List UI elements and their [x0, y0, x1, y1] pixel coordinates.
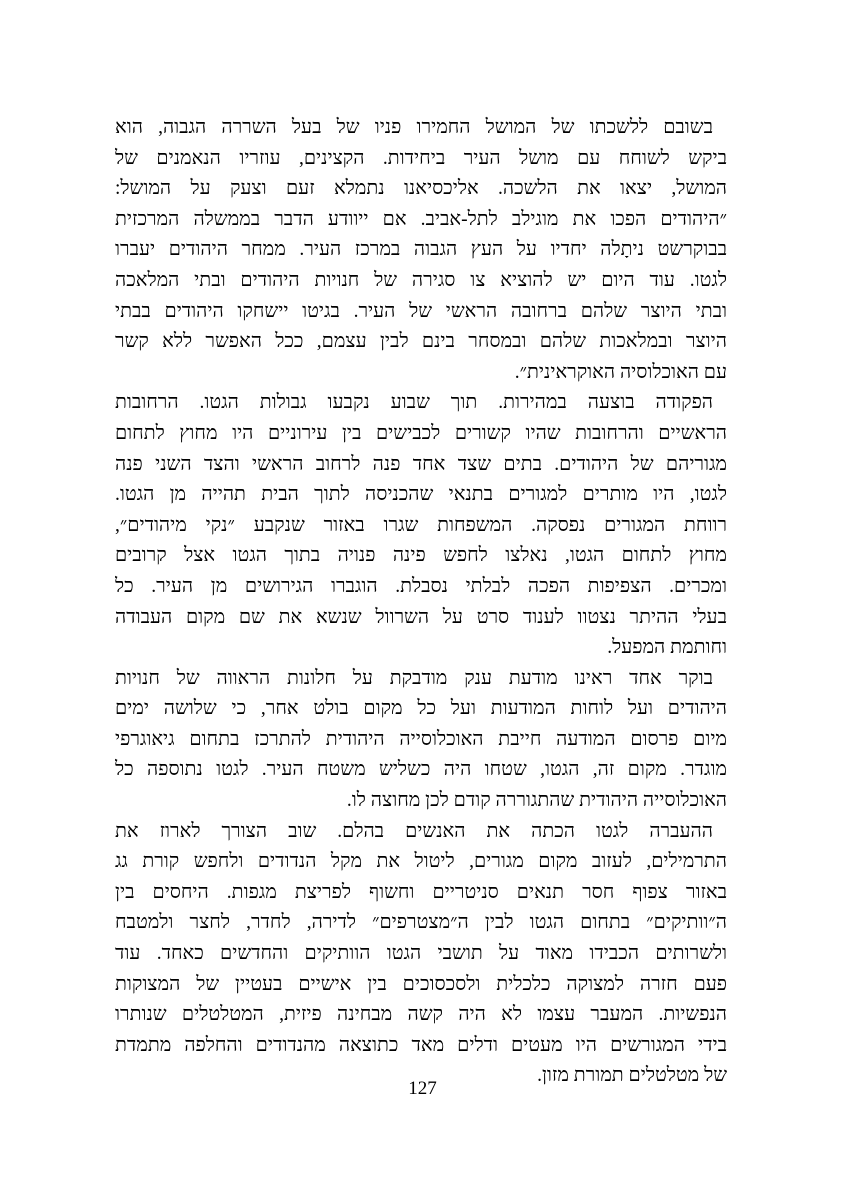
text-line: לגטו, היו מותרים למגורים בתנאי שהכניסה לתוך הבית תהייה מן הגטו.	[115, 484, 727, 506]
page-number: 127	[408, 1078, 437, 1099]
text-line: בוקר אחד ראינו מודעת ענק מודבקת על חלונות הראווה של חנויות	[115, 667, 713, 689]
paragraph-2	[115, 388, 727, 663]
text-line: מגוריהם של היהודים. בתים שצד אחד פנה לרחוב הראשי והצד השני פנה	[115, 453, 727, 475]
text-line: ״היהודים הפכו את מוגילב לתל-אביב. אם ייוודע הדבר בממשלה המרכזית	[115, 208, 727, 230]
text-line: של מטלטלים תמורת מזון.	[537, 1065, 727, 1087]
paragraph-1	[115, 113, 727, 388]
text-line: היהודים ועל לוחות המודעות ועל כל מקום בולט אחר, כי שלושה ימים	[115, 698, 727, 720]
text-line: האוכלוסייה היהודית שהתגוררה קודם לכן מחוצה לו.	[346, 790, 727, 812]
text-line: עם האוכלוסיה האוקראינית״.	[514, 361, 727, 383]
text-line: ובתי היוצר שלהם ברחובה הראשי של העיר. בגיטו יישחקו היהודים בבתי	[115, 300, 727, 322]
text-line: רווחת המגורים נפסקה. המשפחות שגרו באזור שנקבע ״נקי מיהודים״,	[115, 514, 727, 536]
text-line: מוגדר. מקום זה, הגטו, שטחו היה כשליש משטח העיר. לגטו נתוספה כל	[115, 759, 727, 781]
text-line: ולשרותים הכבידו מאוד על תושבי הגטו הוותיקים והחדשים כאחד. עוד	[115, 943, 727, 965]
text-line: פעם חזרה למצוקה כלכלית ולסכסוכים בין אישיים בעטיין של המצוקות	[115, 973, 727, 995]
text-line: ומכרים. הצפיפות הפכה לבלתי נסבלת. הוגברו הגירושים מן העיר. כל	[115, 575, 727, 597]
text-line: ה״וותיקים״ בתחום הגטו לבין ה״מצטרפים״ לדירה, לחדר, לחצר ולמטבח	[115, 912, 727, 934]
page-body	[115, 113, 727, 1092]
paragraph-3	[115, 664, 727, 817]
text-line: הנפשיות. המעבר עצמו לא היה קשה מבחינה פיזית, המטלטלים שנותרו	[115, 1004, 727, 1026]
text-line: באזור צפוף חסר תנאים סניטריים וחשוף לפריצת מגפות. היחסים בין	[115, 881, 727, 903]
text-line: ביקש לשוחח עם מושל העיר ביחידות. הקצינים, עוזריו הנאמנים של	[115, 147, 727, 169]
text-line: בשובם ללשכתו של המושל החמירו פניו של בעל השררה הגבוה, הוא	[115, 117, 713, 138]
text-line: וחותמת המפעל.	[607, 637, 727, 659]
text-line: מיום פרסום המודעה חייבת האוכלוסייה היהודית להתרכז בתחום גיאוגרפי	[115, 728, 727, 750]
text-line: התרמילים, לעזוב מקום מגורים, ליטול את מקל הנדודים ולחפש קורת גג	[115, 851, 727, 873]
text-line: בבוקרשט ניתָלה יחדיו על העץ הגבוה במרכז העיר. ממחר היהודים יעברו	[115, 239, 727, 261]
text-line: בידי המגורשים היו מעטים ודלים מאד כתוצאה מהנדודים והחלפה מתמדת	[115, 1034, 727, 1056]
text-line: ההעברה לגטו הכתה את האנשים בהלם. שוב הצורך לארוז את	[115, 820, 713, 842]
paragraph-4	[115, 817, 727, 1092]
text-line: מחוץ לתחום הגטו, נאלצו לחפש פינה פנויה בתוך הגטו אצל קרובים	[115, 545, 727, 567]
text-line: הפקודה בוצעה במהירות. תוך שבוע נקבעו גבולות הגטו. הרחובות	[115, 392, 713, 414]
text-line: המושל, יצאו את הלשכה. אליכסיאנו נתמלא זעם וצעק על המושל:	[115, 178, 727, 200]
text-line: היוצר ובמלאכות שלהם ובמסחר בינם לבין עצמם, ככל האפשר ללא קשר	[115, 331, 727, 353]
text-line: לגטו. עוד היום יש להוציא צו סגירה של חנויות היהודים ובתי המלאכה	[115, 269, 727, 291]
text-line: הראשיים והרחובות שהיו קשורים לכבישים בין עירוניים היו מחוץ לתחום	[115, 422, 727, 444]
text-line: בעלי ההיתר נצטוו לענוד סרט על השרוול שנשא את שם מקום העבודה	[115, 606, 727, 628]
